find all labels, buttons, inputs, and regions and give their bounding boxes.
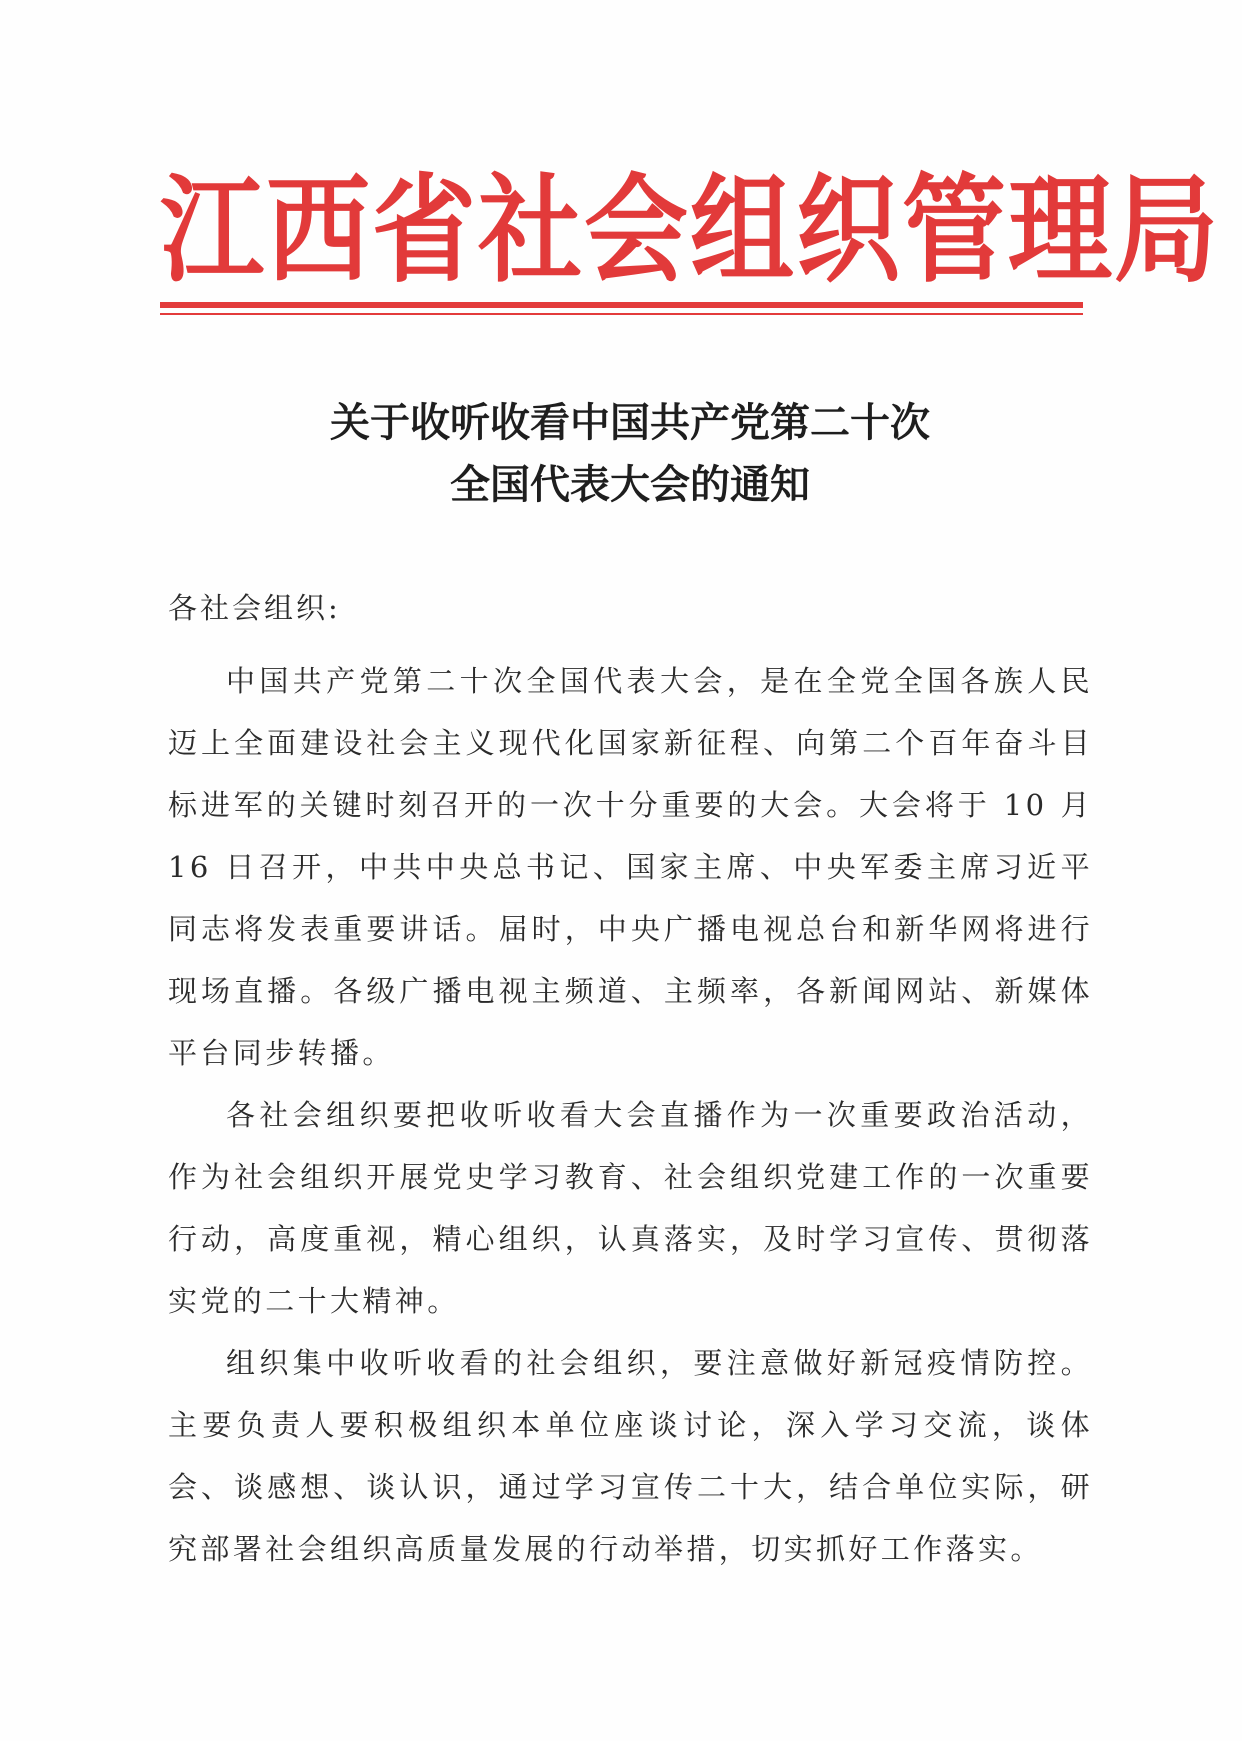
- issuing-organization-header: 江西省社会组织管理局: [160, 161, 1221, 299]
- notice-body: [168, 650, 1093, 1580]
- body-paragraph-1: 中国共产党第二十次全国代表大会，是在全党全国各族人民迈上全面建设社会主义现代化国家新征程、向第二个百年奋斗目标进军的关键时刻召开的一次十分重要的大会。大会将于 10 月 16 日召开，中共中央总书记、国家主席、中央军委主席习近平同志将发表重要讲话。届时，中央广播电视总台和新华网将进行现场直播。各级广播电视主频道、主频率，各新闻网站、新媒体平台同步转播。: [168, 664, 1093, 1070]
- document-title: [200, 392, 1060, 516]
- red-header-rule-thick: [160, 302, 1083, 308]
- salutation: 各社会组织:: [168, 591, 341, 625]
- body-paragraph-2: 各社会组织要把收听收看大会直播作为一次重要政治活动，作为社会组织开展党史学习教育、社会组织党建工作的一次重要行动，高度重视，精心组织，认真落实，及时学习宣传、贯彻落实党的二十大精神。: [168, 1098, 1093, 1318]
- red-header-rule-thin: [160, 313, 1083, 315]
- document-title-line-1: 关于收听收看中国共产党第二十次: [330, 399, 930, 446]
- body-paragraph-3: 组织集中收听收看的社会组织，要注意做好新冠疫情防控。主要负责人要积极组织本单位座谈讨论，深入学习交流，谈体会、谈感想、谈认识，通过学习宣传二十大，结合单位实际，研究部署社会组织高质量发展的行动举措，切实抓好工作落实。: [168, 1346, 1093, 1566]
- document-title-line-2: 全国代表大会的通知: [450, 461, 810, 508]
